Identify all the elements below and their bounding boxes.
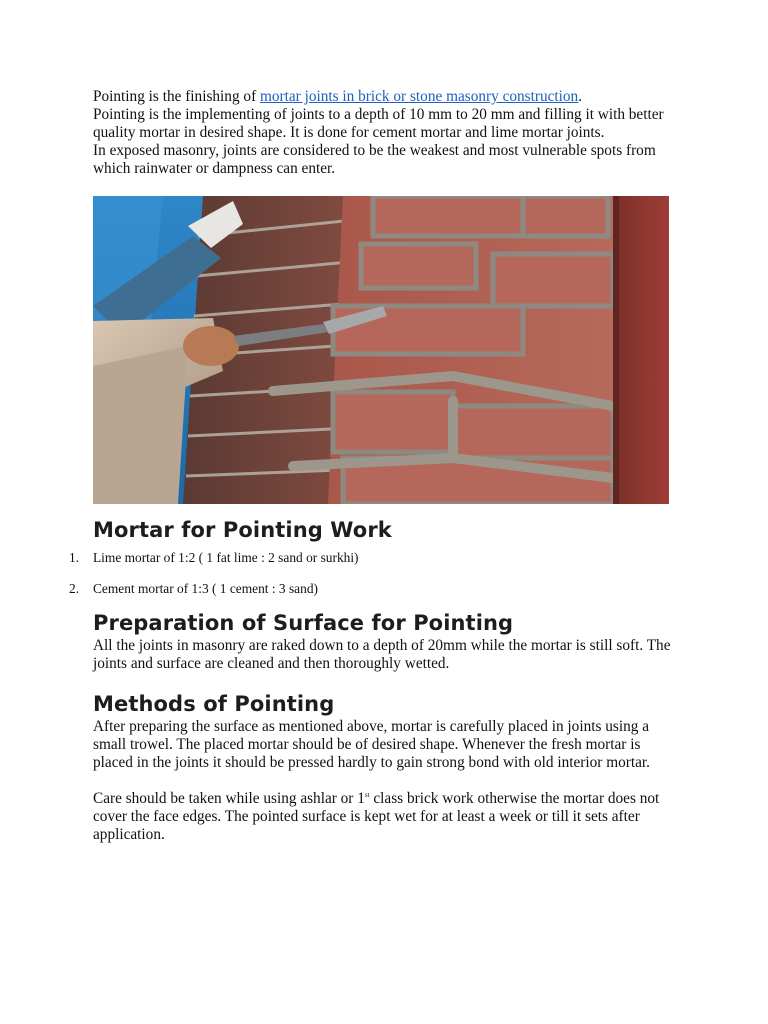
ordinal-superscript: st	[364, 790, 370, 799]
intro-prefix: Pointing is the finishing of	[93, 88, 260, 105]
intro-suffix: .	[578, 88, 583, 105]
preparation-heading: Preparation of Surface for Pointing	[93, 611, 514, 635]
list-text: Lime mortar of 1:2 ( 1 fat lime : 2 sand or surkhi)	[93, 550, 359, 565]
list-text: Cement mortar of 1:3 ( 1 cement : 3 sand)	[93, 581, 318, 596]
methods-paragraph-1: After preparing the surface as mentioned above, mortar is carefully placed in joints using a small trowel. The placed mortar should be of desired shape. Whenever the fresh mortar is placed in the joints it should be pressed hardly to gain strong bond with old interior mortar.	[93, 718, 650, 771]
methods-text-suffix: class brick work otherwise the mortar does not cover the face edges. The pointed surface is kept wet for at least a week or till it sets after application.	[93, 790, 660, 843]
intro-definition: Pointing is the implementing of joints to a depth of 10 mm to 20 mm and filling it with better quality mortar in desired shape. It is done for cement mortar and lime mortar joints.	[93, 106, 664, 141]
document-page	[69, 88, 683, 844]
list-item	[69, 550, 683, 566]
mortar-list	[69, 550, 683, 597]
brick-wall-pointing-photo	[93, 196, 669, 504]
preparation-paragraph: All the joints in masonry are raked down to a depth of 20mm while the mortar is still soft. The joints and surface are cleaned and then thoroughly wetted.	[93, 637, 671, 672]
intro-paragraph-2: In exposed masonry, joints are considered to be the weakest and most vulnerable spots from which rainwater or dampness can enter.	[93, 142, 656, 177]
list-number: 2.	[69, 581, 80, 596]
paragraph-spacer	[93, 772, 683, 790]
methods-paragraph-2	[93, 790, 683, 844]
methods-text-prefix: Care should be taken while using ashlar or 1	[93, 790, 365, 807]
list-number: 1.	[69, 550, 80, 565]
mortar-heading: Mortar for Pointing Work	[93, 518, 392, 542]
intro-paragraph-1	[93, 88, 683, 142]
methods-heading: Methods of Pointing	[93, 692, 335, 716]
list-item	[69, 581, 683, 597]
masonry-construction-link[interactable]: mortar joints in brick or stone masonry construction	[260, 88, 579, 105]
